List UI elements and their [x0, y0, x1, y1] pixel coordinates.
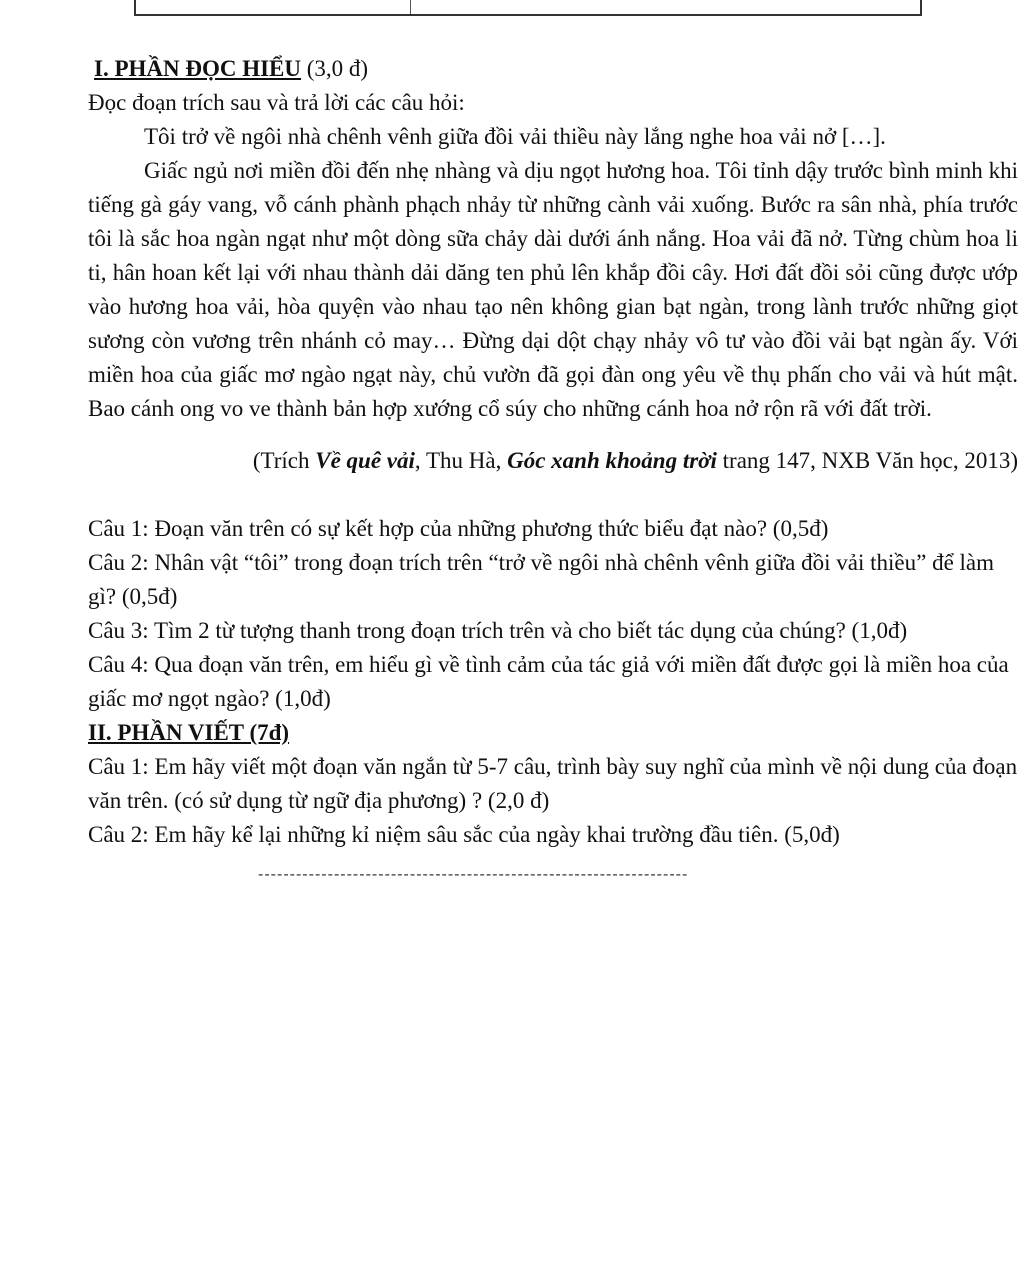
table-divider	[410, 0, 411, 14]
section1-points: (3,0 đ)	[301, 56, 369, 81]
section1-heading	[88, 52, 1018, 86]
question-3: Câu 3: Tìm 2 từ tượng thanh trong đoạn trích trên và cho biết tác dụng của chúng? (1,0đ)	[88, 618, 908, 643]
passage-paragraph: Giấc ngủ nơi miền đồi đến nhẹ nhàng và dịu ngọt hương hoa. Tôi tỉnh dậy trước bình minh khi tiếng gà gáy vang, vỗ cánh phành phạch nhảy từ những cành vải xuống. Bước ra sân nhà, phía trước tôi là sắc hoa ngàn ngạt như một dòng sữa chảy dài dưới ánh nắng. Hoa vải đã nở. Từng chùm hoa li ti, hân hoan kết lại với nhau thành dải dăng ten phủ lên khắp đồi cây. Hơi đất đồi sỏi cũng được ướp vào hương hoa vải, hòa quyện vào nhau tạo nên không gian bạt ngàn, trong lành trước những giọt sương còn vương trên nhánh cỏ may… Đừng dại dột chạy nhảy vô tư vào đồi vải bạt ngàn ấy. Với miền hoa của giấc mơ ngào ngạt này, chủ vườn đã gọi đàn ong yêu về thụ phấn cho vải và hút mật. Bao cánh ong vo ve thành bản hợp xướng cổ súy cho những cánh hoa nở rộn rã với đất trời.	[88, 158, 1018, 421]
instruction: Đọc đoạn trích sau và trả lời các câu hỏi:	[88, 90, 465, 115]
passage-line-1: Tôi trở về ngôi nhà chênh vênh giữa đồi vải thiều này lắng nghe hoa vải nở […].	[144, 124, 886, 149]
question-4: Câu 4: Qua đoạn văn trên, em hiểu gì về tình cảm của tác giả với miền đất được gọi là miền hoa của giấc mơ ngọt ngào? (1,0đ)	[88, 652, 1009, 711]
citation-book: Góc xanh khoảng trời	[507, 448, 717, 473]
writing-question-2: Câu 2: Em hãy kể lại những kỉ niệm sâu sắc của ngày khai trường đầu tiên. (5,0đ)	[88, 822, 840, 847]
section2-heading	[88, 716, 1018, 750]
citation	[88, 444, 1018, 478]
end-rule: --------------------------------------------------------------------	[258, 866, 689, 883]
section1-title: I. PHẦN ĐỌC HIỂU	[94, 56, 302, 81]
header-table-remnant	[134, 0, 922, 16]
citation-rest: trang 147, NXB Văn học, 2013)	[716, 448, 1018, 473]
citation-work: Về quê vải	[315, 448, 415, 473]
citation-open: (Trích	[252, 448, 316, 473]
question-2: Câu 2: Nhân vật “tôi” trong đoạn trích trên “trở về ngôi nhà chênh vênh giữa đồi vải thiều” để làm gì? (0,5đ)	[88, 550, 995, 609]
section2-title: II. PHẦN VIẾT (7đ)	[88, 720, 290, 745]
writing-question-1: Câu 1: Em hãy viết một đoạn văn ngắn từ 5-7 câu, trình bày suy nghĩ của mình về nội dung của đoạn văn trên. (có sử dụng từ ngữ địa phương) ? (2,0 đ)	[88, 754, 1018, 813]
citation-author: , Thu Hà,	[414, 448, 508, 473]
exam-content	[88, 52, 1018, 892]
question-1: Câu 1: Đoạn văn trên có sự kết hợp của những phương thức biểu đạt nào? (0,5đ)	[88, 516, 829, 541]
